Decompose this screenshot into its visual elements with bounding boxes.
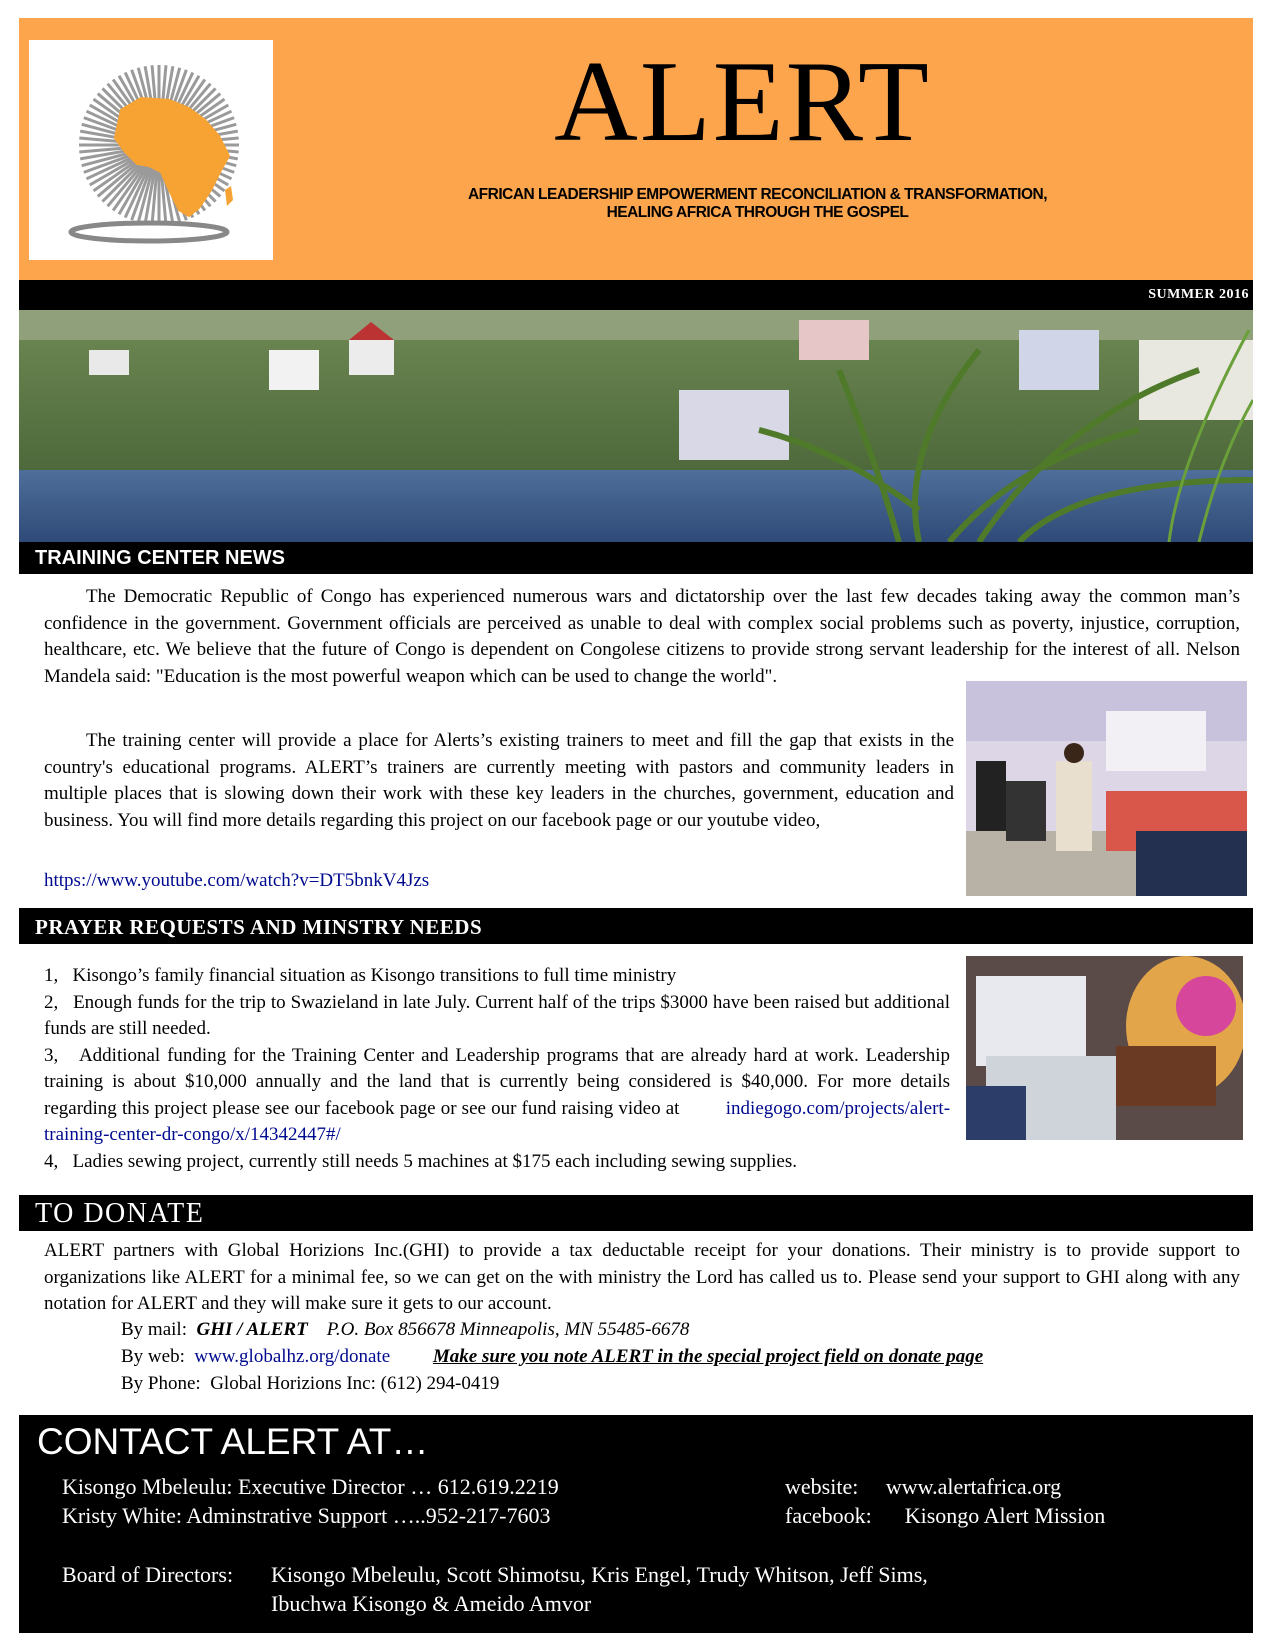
prayer-item-text: Kisongo’s family financial situation as Kisongo transitions to full time ministry: [72, 965, 677, 986]
facebook-label: facebook:: [785, 1503, 872, 1528]
donate-web-line: [121, 1344, 983, 1371]
prayer-item: [44, 1149, 950, 1176]
sewing-photo: [966, 956, 1243, 1140]
indiegogo-link[interactable]: indiegogo.com/projects/alert-training-center-dr-congo/x/14342447#/: [44, 1097, 951, 1145]
donate-header-bar: [19, 1195, 1253, 1231]
training-paragraph-2: The training center will provide a place for Alerts’s existing trainers to meet and fill the gap that exists in the country's educational programs. ALERT’s trainers are currently meeting with pastors and community leaders in multiple places that is slowing down their work with these key leaders in the churches, government, education and business. You will find more details regarding this project on our facebook page or our youtube video,: [44, 730, 954, 831]
facebook-row: [785, 1501, 1105, 1530]
prayer-item-text: Additional funding for the Training Center and Leadership programs that are already hard at work. Leadership training is about $10,000 annually and the land that is currently being considered is $40,000. For more details regarding this project please see our facebook page or see our fund raising video at: [44, 1044, 950, 1119]
website-link[interactable]: www.alertafrica.org: [885, 1474, 1062, 1499]
mail-address: P.O. Box 856678 Minneapolis, MN 55485-6678: [326, 1319, 690, 1340]
contact-person-2: Kristy White: Adminstrative Support …..952-217-7603: [62, 1503, 551, 1528]
prayer-list: [44, 963, 950, 1175]
donate-intro: ALERT partners with Global Horizions Inc.(GHI) to provide a tax deductable receipt for your donations. Their ministry is to provide support to organizations like ALERT for a minimal fee, so we can get on the with ministry the Lord has called us to. Please send your support to GHI along with any notation for ALERT and they will make sure it gets to our account.: [44, 1240, 1240, 1314]
training-header-bar: [19, 542, 1253, 574]
prayer-header-bar: [19, 908, 1253, 944]
youtube-link[interactable]: https://www.youtube.com/watch?v=DT5bnkV4Jzs: [44, 870, 430, 891]
mail-recipient: GHI / ALERT: [196, 1319, 308, 1340]
board-line-1: Kisongo Mbeleulu, Scott Shimotsu, Kris Engel, Trudy Whitson, Jeff Sims,: [271, 1562, 928, 1587]
phone-label: By Phone:: [121, 1373, 201, 1394]
board-line-2: Ibuchwa Kisongo & Ameido Amvor: [271, 1591, 592, 1616]
tagline-line-2: HEALING AFRICA THROUGH THE GOSPEL: [606, 204, 909, 221]
prayer-item-number: 1,: [44, 965, 59, 986]
mail-label: By mail:: [121, 1319, 187, 1340]
prayer-item-number: 2,: [44, 991, 59, 1013]
tagline-line-1: AFRICAN LEADERSHIP EMPOWERMENT RECONCILIATION & TRANSFORMATION,: [467, 186, 1048, 203]
prayer-item: [44, 1043, 950, 1149]
issue-bar: [19, 280, 1253, 310]
training-paragraph-1: The Democratic Republic of Congo has experienced numerous wars and dictatorship over the last few decades taking away the common man’s confidence in the government. Government officials are perceived as unable to deal with complex social problems such as poverty, injustice, corruption, healthcare, etc. We believe that the future of Congo is dependent on Congolese citizens to provide strong servant leadership for the interest of all. Nelson Mandela said: "Education is the most powerful weapon which can be used to change the world".: [44, 586, 1240, 687]
tagline: [240, 186, 1275, 222]
prayer-item-number: 3,: [44, 1044, 59, 1066]
web-label: By web:: [121, 1346, 185, 1367]
donate-web-note: Make sure you note ALERT in the special project field on donate page: [432, 1346, 984, 1367]
donate-heading: TO DONATE: [35, 1198, 205, 1229]
prayer-item: [44, 963, 950, 990]
facebook-link[interactable]: Kisongo Alert Mission: [904, 1503, 1106, 1528]
training-photo: [966, 681, 1247, 896]
prayer-item-text: Enough funds for the trip to Swazieland in late July. Current half of the trips $3000 have been raised but additional funds are still needed.: [44, 991, 950, 1039]
issue-date: SUMMER 2016: [1148, 287, 1249, 302]
newsletter-title: ALERT: [554, 38, 931, 166]
board-label: Board of Directors:: [62, 1562, 234, 1587]
hero-photo: [19, 310, 1253, 542]
contact-heading: CONTACT ALERT AT…: [37, 1421, 429, 1462]
website-label: website:: [785, 1474, 859, 1499]
prayer-item: [44, 990, 950, 1043]
website-row: [785, 1472, 1061, 1501]
donate-web-link[interactable]: www.globalhz.org/donate: [194, 1346, 391, 1367]
prayer-heading: PRAYER REQUESTS AND MINSTRY NEEDS: [35, 915, 483, 939]
contact-person-1: Kisongo Mbeleulu: Executive Director … 612.619.2219: [62, 1474, 559, 1499]
prayer-item-number: 4,: [44, 1150, 59, 1172]
prayer-item-text: Ladies sewing project, currently still needs 5 machines at $175 each including sewing supplies.: [72, 1150, 797, 1172]
phone-text: Global Horizions Inc: (612) 294-0419: [210, 1373, 500, 1394]
donate-mail-line: [121, 1317, 689, 1344]
youtube-link-row: [44, 868, 429, 895]
training-heading: TRAINING CENTER NEWS: [35, 547, 285, 569]
donate-phone-line: [121, 1371, 499, 1398]
